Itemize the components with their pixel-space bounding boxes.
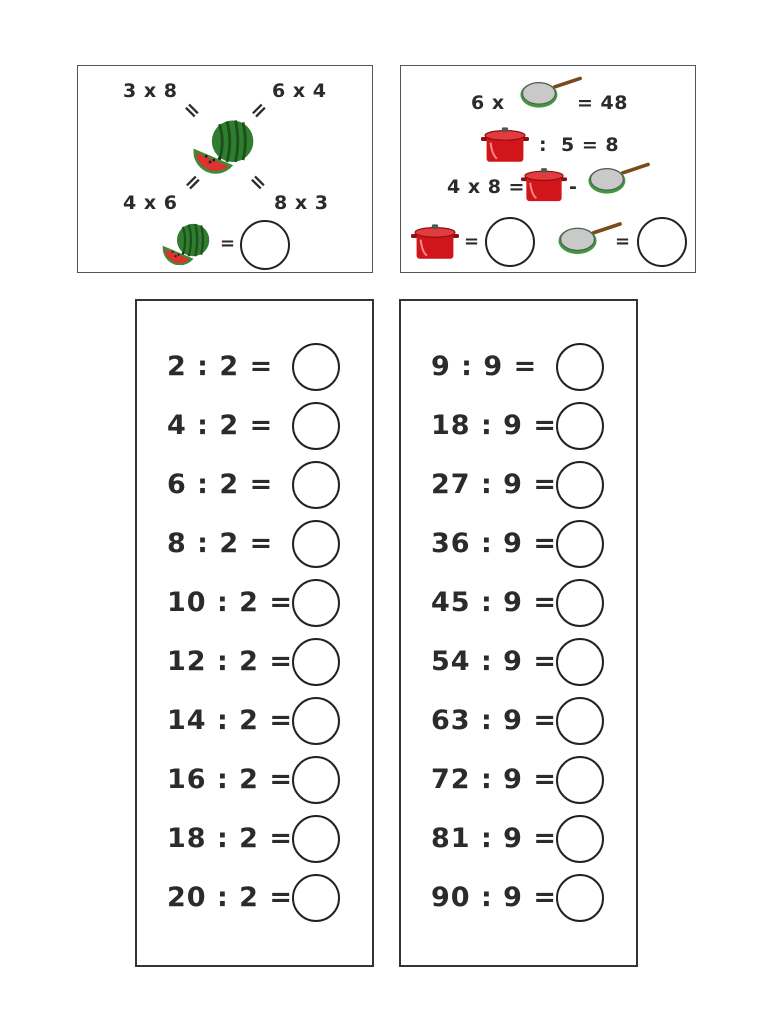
line2-colon: : <box>539 134 548 156</box>
answer-circle[interactable] <box>556 461 604 509</box>
answer-circle[interactable] <box>292 520 340 568</box>
division-expression: 6 : 2 = <box>167 469 274 500</box>
division-row <box>401 461 636 509</box>
answer-circle[interactable] <box>556 697 604 745</box>
answer-circle[interactable] <box>240 220 290 270</box>
division-by-9-column <box>399 299 638 967</box>
frying-pan-icon <box>519 76 583 110</box>
division-by-2-column <box>135 299 374 967</box>
answer-circle[interactable] <box>556 815 604 863</box>
division-row <box>401 756 636 804</box>
division-row <box>401 697 636 745</box>
division-expression: 90 : 9 = <box>431 882 557 913</box>
line2-right: 5 = 8 <box>561 134 620 156</box>
equals-sign: = <box>615 231 631 252</box>
equals-sign: = <box>243 95 273 125</box>
division-expression: 36 : 9 = <box>431 528 557 559</box>
equals-sign: = <box>177 167 207 197</box>
division-row <box>137 756 372 804</box>
division-expression: 12 : 2 = <box>167 646 293 677</box>
expr-bottom-left: 4 x 6 <box>123 192 178 214</box>
division-expression: 81 : 9 = <box>431 823 557 854</box>
division-expression: 54 : 9 = <box>431 646 557 677</box>
division-expression: 8 : 2 = <box>167 528 274 559</box>
division-expression: 18 : 2 = <box>167 823 293 854</box>
division-expression: 72 : 9 = <box>431 764 557 795</box>
division-expression: 16 : 2 = <box>167 764 293 795</box>
division-expression: 10 : 2 = <box>167 587 293 618</box>
watermelon-icon <box>193 116 259 174</box>
division-row <box>401 343 636 391</box>
answer-circle[interactable] <box>556 874 604 922</box>
answer-circle[interactable] <box>556 638 604 686</box>
watermelon-puzzle <box>77 65 373 273</box>
division-row <box>137 697 372 745</box>
answer-circle[interactable] <box>292 461 340 509</box>
line1-right: = 48 <box>577 92 628 114</box>
answer-circle[interactable] <box>556 579 604 627</box>
division-row <box>137 579 372 627</box>
expr-top-left: 3 x 8 <box>123 80 178 102</box>
division-expression: 2 : 2 = <box>167 351 274 382</box>
division-expression: 63 : 9 = <box>431 705 557 736</box>
answer-circle[interactable] <box>292 697 340 745</box>
cooking-pot-icon <box>481 124 529 166</box>
division-expression: 9 : 9 = <box>431 351 538 382</box>
division-row <box>137 402 372 450</box>
equals-sign: = <box>220 233 236 254</box>
frying-pan-icon <box>587 160 651 198</box>
division-row <box>137 815 372 863</box>
answer-circle[interactable] <box>292 815 340 863</box>
division-expression: 4 : 2 = <box>167 410 274 441</box>
answer-circle[interactable] <box>292 756 340 804</box>
division-row <box>137 461 372 509</box>
frying-pan-icon <box>557 218 623 260</box>
pan-answer-circle[interactable] <box>637 217 687 267</box>
expr-bottom-right: 8 x 3 <box>274 192 329 214</box>
cooking-pot-icon <box>521 164 567 206</box>
division-row <box>137 874 372 922</box>
watermelon-icon <box>162 221 214 265</box>
pot-answer-circle[interactable] <box>485 217 535 267</box>
equals-sign: = <box>177 95 207 125</box>
division-row <box>137 343 372 391</box>
answer-circle[interactable] <box>556 756 604 804</box>
answer-circle[interactable] <box>292 402 340 450</box>
line3-minus: - <box>569 176 578 198</box>
expr-top-right: 6 x 4 <box>272 80 327 102</box>
division-expression: 20 : 2 = <box>167 882 293 913</box>
division-row <box>137 520 372 568</box>
division-expression: 14 : 2 = <box>167 705 293 736</box>
answer-circle[interactable] <box>292 638 340 686</box>
division-expression: 18 : 9 = <box>431 410 557 441</box>
answer-circle[interactable] <box>292 874 340 922</box>
line1-left: 6 x <box>471 92 505 114</box>
answer-circle[interactable] <box>292 343 340 391</box>
answer-circle[interactable] <box>292 579 340 627</box>
division-row <box>401 402 636 450</box>
division-row <box>401 638 636 686</box>
division-row <box>137 638 372 686</box>
equals-sign: = <box>464 231 480 252</box>
division-expression: 45 : 9 = <box>431 587 557 618</box>
division-row <box>401 579 636 627</box>
equals-sign: = <box>243 167 273 197</box>
division-row <box>401 874 636 922</box>
answer-circle[interactable] <box>556 520 604 568</box>
cooking-pot-icon <box>411 220 459 264</box>
answer-circle[interactable] <box>556 402 604 450</box>
answer-circle[interactable] <box>556 343 604 391</box>
line3-left: 4 x 8 = <box>447 176 525 198</box>
division-row <box>401 520 636 568</box>
pot-pan-puzzle <box>400 65 696 273</box>
division-row <box>401 815 636 863</box>
division-expression: 27 : 9 = <box>431 469 557 500</box>
